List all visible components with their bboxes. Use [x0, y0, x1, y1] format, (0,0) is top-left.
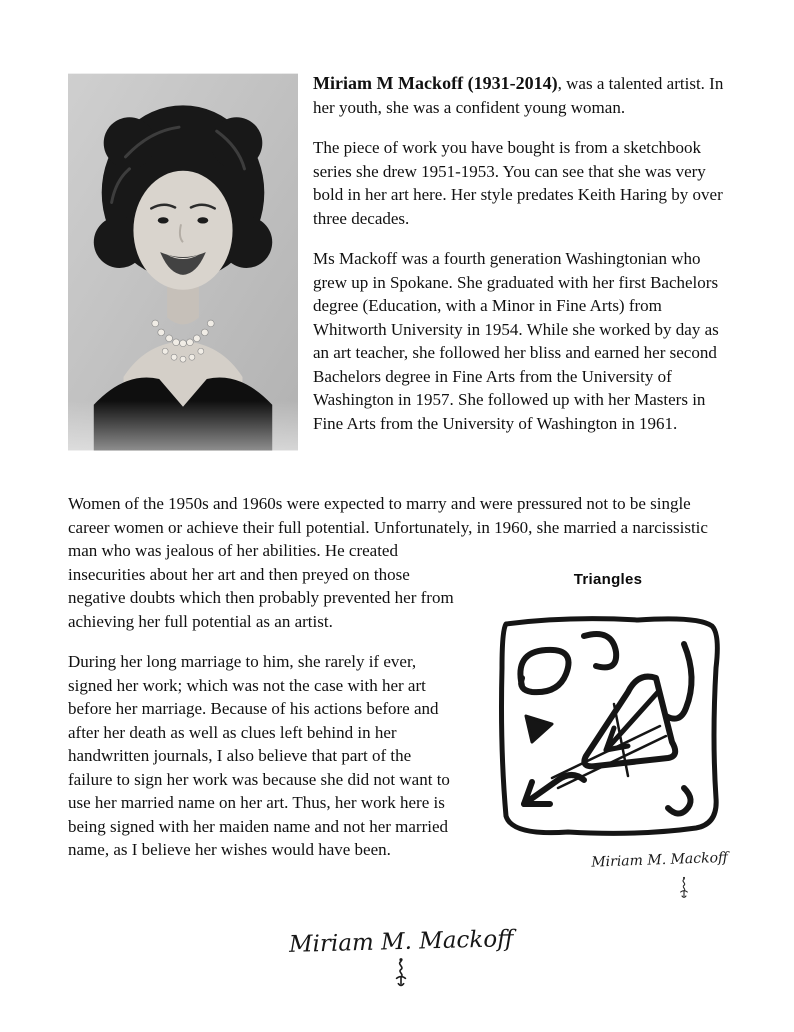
artist-name: Miriam M Mackoff (1931-2014) [313, 73, 558, 93]
portrait-photo-image [68, 72, 298, 452]
artwork-signature-mark-icon [482, 876, 734, 907]
top-section [68, 72, 734, 452]
signature-explanation-paragraph: During her long marriage to him, she rarely if ever, signed her work; which was not the case with her art before her marriage. Because of his actions before and after her death as well as clues left behind in her handwritten journals, I also believe that part of the failure to sign her work was because she did not want to use her married name on her art. Thus, her work here is being signed with her maiden name and not her married name, as I believe her wishes would have been. [68, 652, 450, 859]
artwork-title: Triangles [573, 571, 643, 588]
sketchbook-paragraph: The piece of work you have bought is from a sketchbook series she drew 1951-1953. You can see that she was very bold in her art here. Her style predates Keith Haring by over three decades. [313, 138, 723, 228]
marriage-paragraph: Women of the 1950s and 1960s were expected to marry and were pressured not to be single career women or achieve their full potential. Unfortunately, in 1960, she married a narcissistic man who was jealous of her abilities. He created insecurities about her art and then preyed on those negative doubts which then probably prevented her from achieving her full potential as an artist. [68, 494, 708, 631]
footer-signature-block [68, 915, 734, 996]
intro-paragraph-text: , was a talented artist. In her youth, she was a confident young woman. [313, 74, 724, 117]
footer-signature: Miriam M. Mackoff [288, 925, 514, 958]
footer-signature-mark-icon [68, 957, 734, 996]
artwork-signature: Miriam M. Mackoff [591, 849, 729, 871]
education-paragraph: Ms Mackoff was a fourth generation Washingtonian who grew up in Spokane. She graduated with her first Bachelors degree (Education, with a Minor in Fine Arts) from Whitworth University in 1954. While she worked by day as an art teacher, she followed her bliss and earned her second Bachelors degree in Fine Arts from the University of Washington in 1957. She followed up with her Masters in Fine Arts from the University of Washington in 1961. [313, 249, 719, 433]
intro-column [313, 72, 734, 452]
portrait-photo [68, 72, 298, 452]
intro-paragraph [313, 72, 734, 119]
triangles-artwork-image [488, 608, 728, 843]
triangles-figure [482, 540, 734, 907]
lower-text-flow [68, 492, 734, 871]
float-spacer [733, 492, 734, 540]
